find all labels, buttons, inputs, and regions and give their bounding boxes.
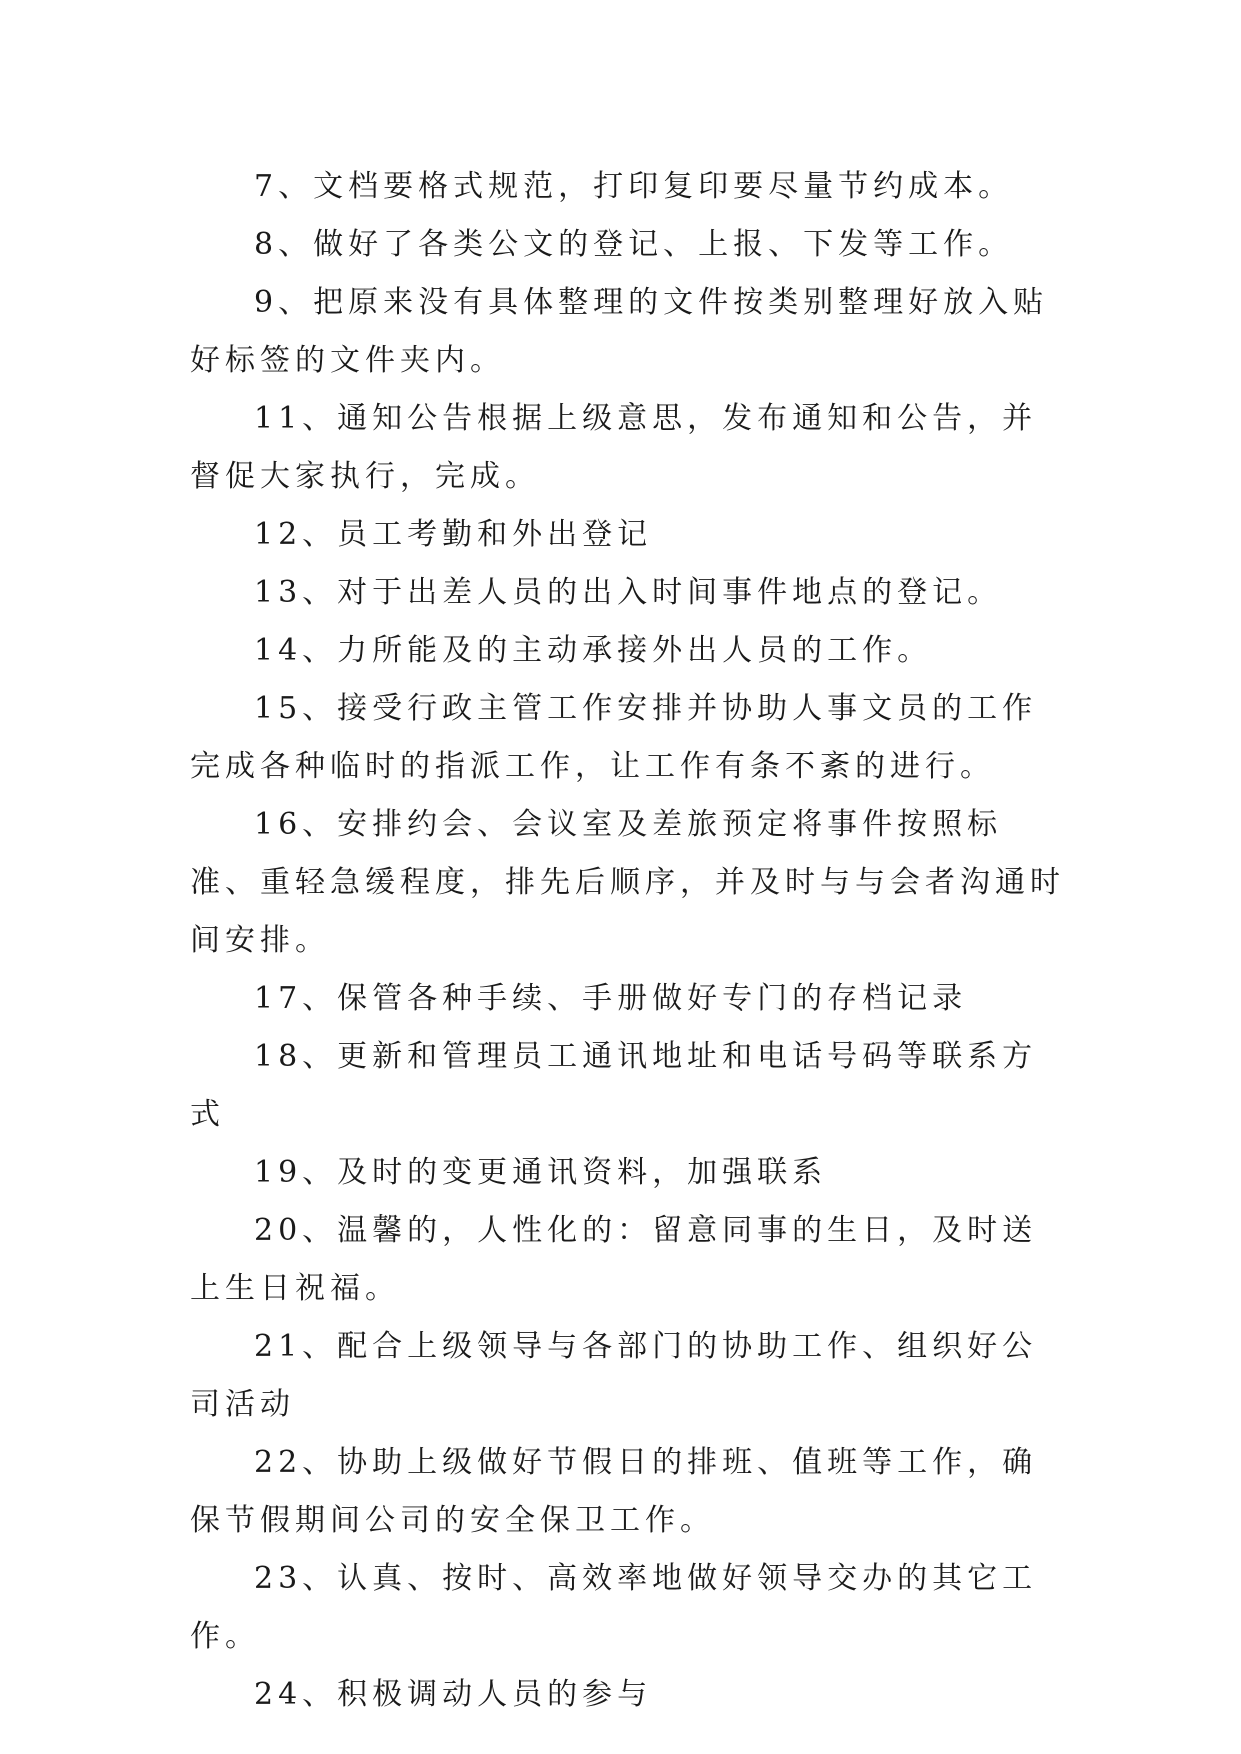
paragraph-item-11: 11、通知公告根据上级意思，发布通知和公告，并督促大家执行，完成。 bbox=[190, 401, 1038, 494]
document-body bbox=[190, 158, 1070, 1724]
paragraph-item-24: 24、积极调动人员的参与 bbox=[254, 1677, 653, 1712]
paragraph-item-13: 13、对于出差人员的出入时间事件地点的登记。 bbox=[254, 575, 1003, 610]
paragraph-item-9: 9、把原来没有具体整理的文件按类别整理好放入贴好标签的文件夹内。 bbox=[190, 285, 1049, 378]
paragraph-item-17: 17、保管各种手续、手册做好专门的存档记录 bbox=[254, 981, 968, 1016]
paragraph-item-14: 14、力所能及的主动承接外出人员的工作。 bbox=[254, 633, 933, 668]
paragraph-item-16: 16、安排约会、会议室及差旅预定将事件按照标准、重轻急缓程度，排先后顺序，并及时与与会者沟通时间安排。 bbox=[190, 807, 1065, 958]
paragraph-item-21: 21、配合上级领导与各部门的协助工作、组织好公司活动 bbox=[190, 1329, 1038, 1422]
paragraph-item-22: 22、协助上级做好节假日的排班、值班等工作，确保节假期间公司的安全保卫工作。 bbox=[190, 1445, 1038, 1538]
paragraph-item-8: 8、做好了各类公文的登记、上报、下发等工作。 bbox=[254, 227, 1014, 262]
paragraph-item-20: 20、温馨的，人性化的：留意同事的生日，及时送上生日祝福。 bbox=[190, 1213, 1038, 1306]
paragraph-item-7: 7、文档要格式规范，打印复印要尽量节约成本。 bbox=[254, 169, 1014, 204]
paragraph-item-15: 15、接受行政主管工作安排并协助人事文员的工作完成各种临时的指派工作，让工作有条不紊的进行。 bbox=[190, 691, 1038, 784]
paragraph-item-23: 23、认真、按时、高效率地做好领导交办的其它工作。 bbox=[190, 1561, 1038, 1654]
paragraph-item-12: 12、员工考勤和外出登记 bbox=[254, 517, 653, 552]
paragraph-item-19: 19、及时的变更通讯资料，加强联系 bbox=[254, 1155, 828, 1190]
paragraph-item-18: 18、更新和管理员工通讯地址和电话号码等联系方式 bbox=[190, 1039, 1038, 1132]
